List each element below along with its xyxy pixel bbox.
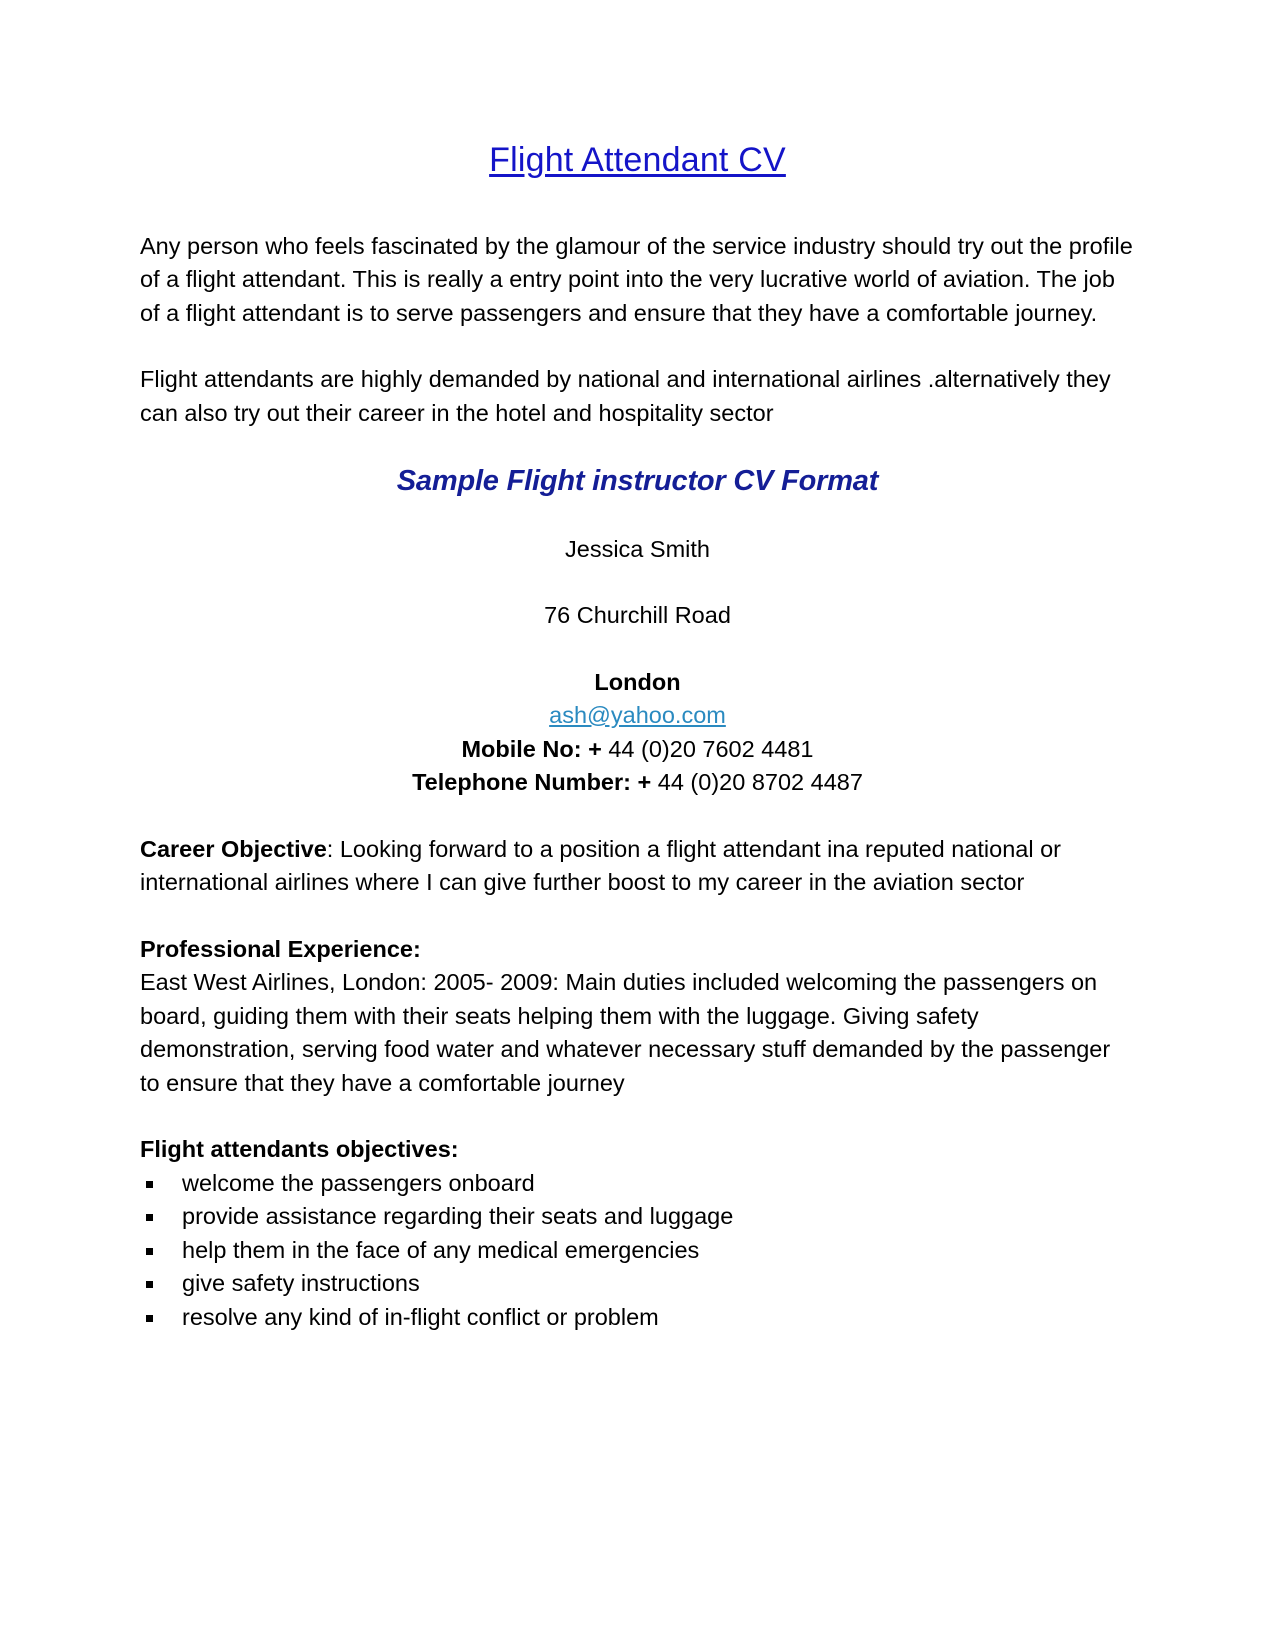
list-item (140, 1167, 1135, 1201)
professional-experience-heading (140, 933, 1135, 967)
list-item (140, 1200, 1135, 1234)
telephone-value: 44 (0)20 8702 4487 (651, 769, 863, 796)
square-bullet-icon (146, 1281, 153, 1288)
objectives-label: Flight attendants objectives: (140, 1136, 459, 1163)
candidate-city: London (594, 668, 681, 695)
page-title: Flight Attendant CV (489, 141, 786, 179)
spacer (140, 430, 1135, 463)
candidate-name: Jessica Smith (565, 535, 710, 562)
email-link[interactable]: ash@yahoo.com (549, 702, 726, 729)
square-bullet-icon (146, 1214, 153, 1221)
candidate-address: 76 Churchill Road (544, 602, 731, 629)
intro-paragraph-2: Flight attendants are highly demanded by national and international airlines .alternatively they can also try out their career in the hotel and hospitality sector (140, 366, 1111, 426)
mobile-label: Mobile No: + (461, 735, 602, 762)
sample-format-heading: Sample Flight instructor CV Format (396, 465, 879, 498)
square-bullet-icon (146, 1248, 153, 1255)
spacer (140, 800, 1135, 833)
career-objective-text: : Looking forward to a position a flight attendant ina reputed national or international airlines where I can give further boost to my career in the aviation sector (140, 835, 1062, 896)
spacer (140, 500, 1135, 533)
list-item (140, 1267, 1135, 1301)
professional-experience-text: East West Airlines, London: 2005- 2009: Main duties included welcoming the passengers on board, guiding them with their seats helping them with the luggage. Giving safety demonstration, serving food water and whatever necessary stuff demanded by the passenger to ensure that they have a comfortable journey (140, 969, 1111, 1096)
intro-paragraph-1: Any person who feels fascinated by the glamour of the service industry should try out the profile of a flight attendant. This is really a entry point into the very lucrative world of aviation. The job of a flight attendant is to serve passengers and ensure that they have a comfortable journey. (140, 232, 1133, 326)
career-objective-label: Career Objective (140, 835, 327, 862)
square-bullet-icon (146, 1181, 153, 1188)
list-item (140, 1301, 1135, 1335)
list-item (140, 1234, 1135, 1268)
spacer (140, 900, 1135, 933)
telephone-label: Telephone Number: + (412, 769, 652, 796)
objectives-heading (140, 1133, 1135, 1167)
candidate-telephone-line (140, 766, 1135, 800)
professional-experience-label: Professional Experience: (140, 935, 421, 962)
candidate-email-line (140, 699, 1135, 733)
objectives-list (140, 1167, 1135, 1335)
list-item-label: welcome the passengers onboard (182, 1169, 535, 1196)
list-item-label: provide assistance regarding their seats and luggage (182, 1203, 734, 1230)
list-item-label: help them in the face of any medical emergencies (182, 1236, 700, 1263)
spacer (140, 181, 1135, 230)
square-bullet-icon (146, 1315, 153, 1322)
spacer (140, 633, 1135, 666)
spacer (140, 566, 1135, 599)
spacer (140, 330, 1135, 363)
mobile-value: 44 (0)20 7602 4481 (601, 735, 814, 762)
candidate-mobile-line (140, 733, 1135, 767)
list-item-label: resolve any kind of in-flight conflict or problem (182, 1303, 659, 1330)
career-objective-paragraph (140, 833, 1135, 900)
spacer (140, 1100, 1135, 1133)
list-item-label: give safety instructions (182, 1270, 420, 1297)
